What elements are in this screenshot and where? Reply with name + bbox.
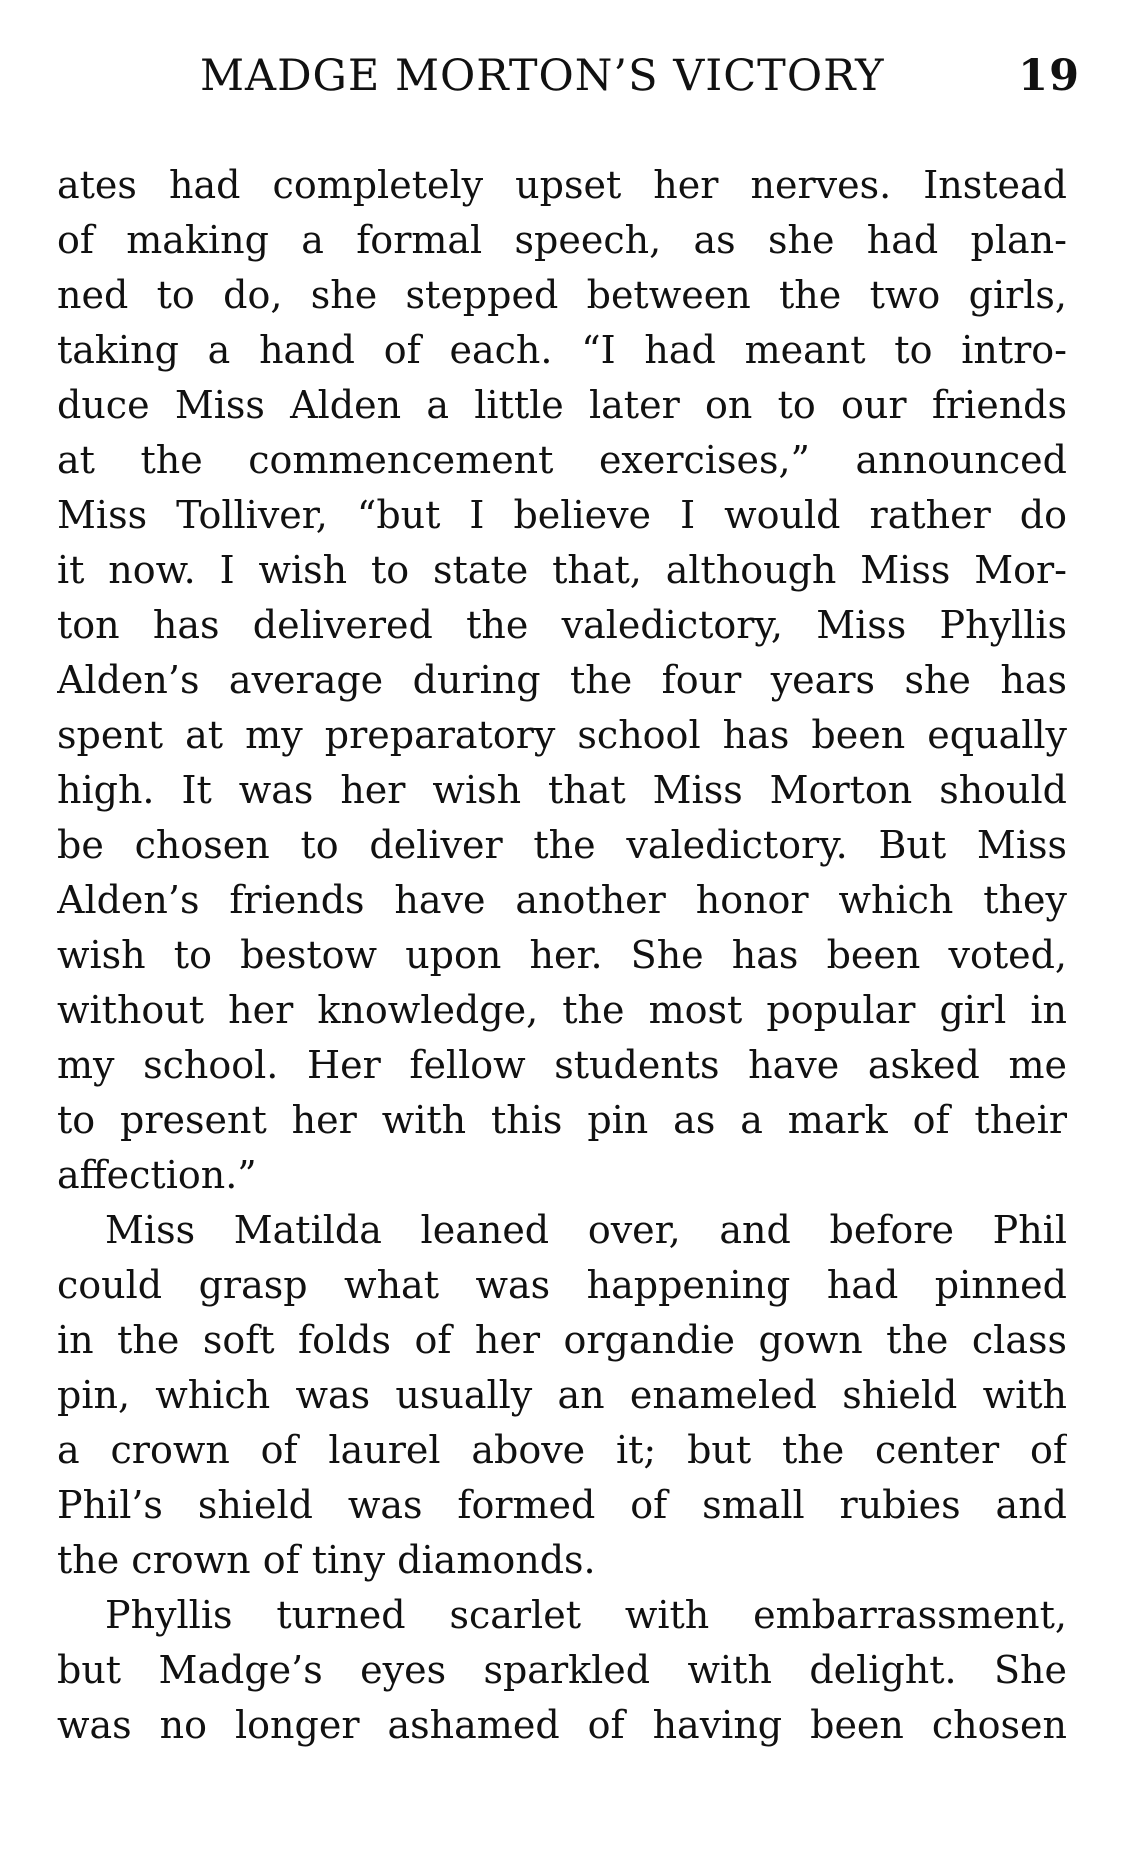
- page-number: 19: [1018, 51, 1080, 101]
- text-line: to present her with this pin as a mark of their: [57, 1098, 1067, 1142]
- text-line: could grasp what was happening had pinned: [57, 1263, 1067, 1307]
- paragraph: [57, 1588, 1067, 1753]
- text-line: it now. I wish to state that, although Miss Mor-: [57, 548, 1067, 592]
- text-line: taking a hand of each. “I had meant to intro-: [57, 328, 1067, 372]
- text-line: of making a formal speech, as she had plan-: [57, 218, 1067, 262]
- running-head: [200, 46, 1080, 106]
- text-line: my school. Her fellow students have asked me: [57, 1043, 1067, 1087]
- paragraph: [57, 158, 1067, 1203]
- text-line: Phyllis turned scarlet with embarrassment,: [105, 1593, 1067, 1637]
- text-line: affection.”: [57, 1153, 257, 1197]
- text-line: high. It was her wish that Miss Morton should: [57, 768, 1067, 812]
- text-line: Phil’s shield was formed of small rubies and: [57, 1483, 1067, 1527]
- text-line: Miss Matilda leaned over, and before Phil: [105, 1208, 1067, 1252]
- text-line: at the commencement exercises,” announced: [57, 438, 1067, 482]
- text-line: in the soft folds of her organdie gown the class: [57, 1318, 1067, 1362]
- paragraph: [57, 1203, 1067, 1588]
- text-line: ned to do, she stepped between the two girls,: [57, 273, 1067, 317]
- text-line: Miss Tolliver, “but I believe I would rather do: [57, 493, 1067, 537]
- text-line: be chosen to deliver the valedictory. But Miss: [57, 823, 1067, 867]
- body-text: [57, 158, 1067, 1753]
- text-line: spent at my preparatory school has been equally: [57, 713, 1067, 757]
- text-line: ates had completely upset her nerves. Instead: [57, 163, 1067, 207]
- text-line: pin, which was usually an enameled shield with: [57, 1373, 1067, 1417]
- text-line: duce Miss Alden a little later on to our friends: [57, 383, 1067, 427]
- text-line: the crown of tiny diamonds.: [57, 1538, 596, 1582]
- running-title: MADGE MORTON’S VICTORY: [200, 51, 885, 101]
- text-line: without her knowledge, the most popular girl in: [57, 988, 1067, 1032]
- text-line: Alden’s average during the four years she has: [57, 658, 1067, 702]
- text-line: a crown of laurel above it; but the center of: [57, 1428, 1067, 1472]
- text-line: ton has delivered the valedictory, Miss Phyllis: [57, 603, 1067, 647]
- text-line: wish to bestow upon her. She has been voted,: [57, 933, 1067, 977]
- text-line: was no longer ashamed of having been chosen: [57, 1703, 1067, 1747]
- text-line: Alden’s friends have another honor which they: [57, 878, 1067, 922]
- text-line: but Madge’s eyes sparkled with delight. She: [57, 1648, 1067, 1692]
